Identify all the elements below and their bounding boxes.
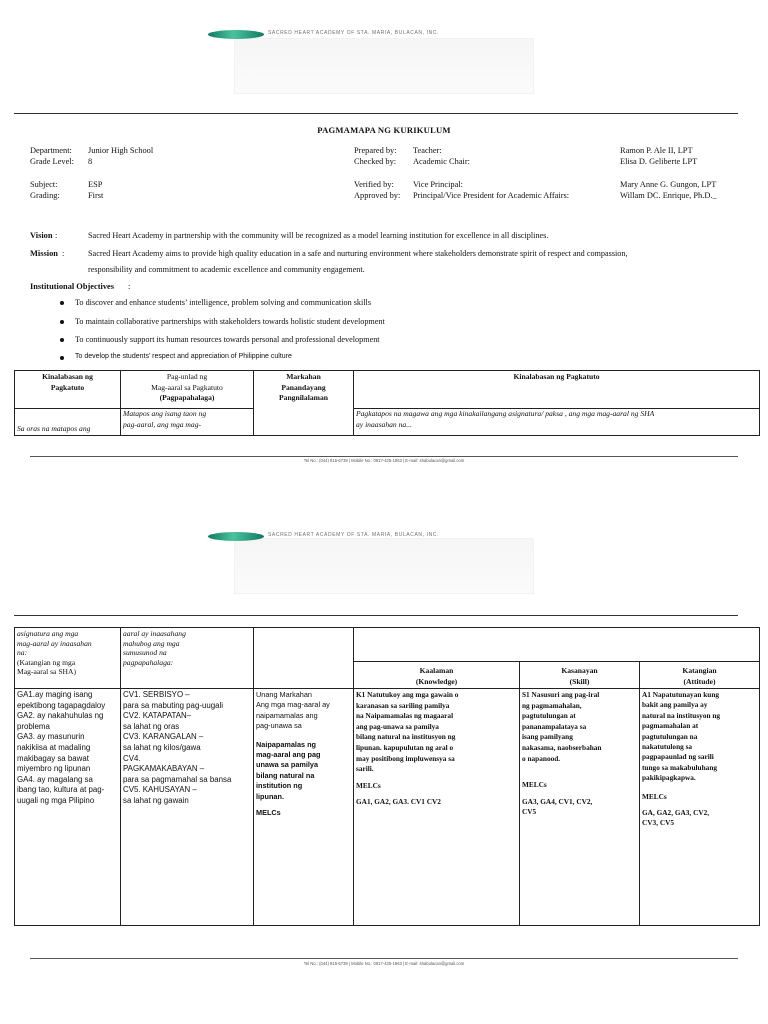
cell-text: GA1, GA2, GA3. CV1 CV2 (356, 797, 441, 807)
cell-text: unawa sa pamilya (256, 760, 319, 770)
list-item: problema (17, 721, 50, 731)
list-item: CV5. KAHUSAYAN – (123, 785, 197, 795)
cell-text: tungo sa makabuluhang (642, 762, 718, 772)
list-item: CV4. (123, 753, 141, 763)
header-cell-attitude (640, 662, 760, 689)
cell-text: lipunan. (256, 791, 284, 801)
table-cell (121, 409, 254, 436)
table-cell-core-values (121, 689, 254, 926)
school-seal-icon (208, 532, 264, 541)
cell-text: bakit ang pamilya ay (642, 700, 708, 710)
letterhead-watermark (234, 38, 534, 94)
header-rule (14, 113, 738, 114)
cell-text: Ang mga mag-aaral ay (256, 700, 330, 710)
cell-text: mag-aaral ay inaasahan (17, 638, 92, 648)
approved-role: Principal/Vice President for Academic Affairs: (413, 191, 570, 200)
approved-name: Willam DC. Enrique, Ph.D._ (620, 191, 717, 200)
header-cell-quarter-standard (254, 371, 354, 436)
header-text: Panandayang (281, 382, 326, 392)
header-text: Kasanayan (561, 666, 598, 675)
cell-text: CV5 (522, 807, 537, 817)
header-text: Pagkatuto (50, 382, 85, 392)
header-cell-learning-outcomes (354, 371, 760, 409)
table-cell-attitude (640, 689, 760, 926)
cell-text: lipunan. kapupulutan ng aral o (356, 742, 454, 752)
cell-text: sarili. (356, 764, 374, 774)
cell-text: GA, GA2, GA3, CV2, (642, 808, 710, 818)
cell-text: sumusunod na (123, 648, 167, 658)
list-item: CV3. KARANGALAN – (123, 732, 204, 742)
prepared-role: Teacher: (413, 146, 442, 155)
cell-text: Pagkatapos na magawa ang mga kinakailangang asignatura/ paksa , ang mga mag-aaral ng SHA (356, 409, 655, 418)
vision-label: Vision (30, 231, 53, 240)
table-cell (254, 628, 354, 689)
cell-text: may positibong impluwensya sa (356, 753, 455, 763)
cell-text: K1 Natutukoy ang mga gawain o (356, 690, 459, 699)
header-rule (14, 615, 738, 616)
list-item: ibang tao, kultura at pag- (17, 785, 105, 795)
list-item: sa lahat ng gawain (123, 795, 189, 805)
checked-name: Elisa D. Geliberte LPT (620, 157, 698, 166)
bullet-icon (60, 338, 64, 342)
list-item: sa lahat ng kilos/gawa (123, 742, 201, 752)
footer-rule (30, 456, 738, 457)
objective-item-4: To develop the students’ respect and appreciation of Philippine culture (75, 353, 292, 360)
footer-contact: Tel No.: (044) 815-6739 | Mobile No.: 0917-425-1963 | E-mail: shabulacan@gmail.com (303, 458, 465, 463)
cell-text: pagpapahalaga: (123, 657, 174, 667)
cell-text: pagtutulungan at (522, 711, 576, 721)
letterhead-school-name: SACRED HEART ACADEMY OF STA. MARIA, BULACAN, INC. (268, 30, 440, 36)
table-cell-quarter-standard (254, 689, 354, 926)
list-item: CV2. KATAPATAN– (123, 711, 192, 721)
checked-role: Academic Chair: (413, 157, 470, 166)
cell-text: nakasama, naobserbahan (522, 742, 602, 752)
cell-text: (Katangian ng mga (17, 657, 76, 667)
cell-text: mahubog ang mga (123, 638, 180, 648)
cell-text: asignatura ang mga (17, 629, 79, 638)
objectives-colon: : (128, 282, 131, 291)
cell-text: bilang natural na institusyon ng (356, 732, 456, 742)
table-cell-knowledge (354, 689, 520, 926)
list-item: sa lahat ng oras (123, 721, 180, 731)
footer-rule (30, 958, 738, 959)
list-item: makibagay sa bawat (17, 753, 89, 763)
approved-label: Approved by: (354, 191, 401, 200)
header-cell-learning-outcome (15, 371, 121, 409)
mission-label: Mission (30, 249, 58, 258)
mission-colon: : (62, 249, 65, 258)
prepared-label: Prepared by: (354, 146, 397, 155)
cell-text: isang pamilyang (522, 732, 573, 742)
table-cell (15, 409, 121, 436)
cell-text: pag-unawa sa (256, 721, 302, 731)
list-item: CV1. SERBISYO – (123, 690, 190, 699)
mission-text-line-1: Sacred Heart Academy aims to provide high quality education in a safe and nurturing environment where stakeholders demonstrate spirit of respect and compassion, (88, 249, 628, 258)
header-text: Mag-aaral sa Pagkatuto (151, 382, 223, 392)
grading-label: Grading: (30, 191, 60, 200)
vision-colon: : (55, 231, 58, 240)
cell-text: S1 Nasusuri ang pag-iral (522, 690, 600, 699)
cell-text: ay inaasahan na... (356, 419, 412, 429)
department-value: Junior High School (88, 146, 154, 155)
cell-text: CV3, CV5 (642, 818, 675, 828)
header-text: Kinalabasan ng Pagkatuto (513, 372, 600, 381)
prepared-name: Ramon P. Ale II, LPT (620, 146, 693, 155)
header-text: (Knowledge) (415, 676, 458, 686)
objective-item-3: To continuously support its human resources towards personal and professional development (75, 335, 380, 344)
header-text: (Pagpapahalaga) (159, 393, 215, 402)
letterhead-school-name: SACRED HEART ACADEMY OF STA. MARIA, BULACAN, INC. (268, 532, 440, 538)
list-item: para sa mabuting pag-uugali (123, 700, 224, 710)
melcs-label: MELCs (356, 780, 381, 790)
table-cell-skill (520, 689, 640, 926)
cell-text: GA3, GA4, CV1, CV2, (522, 796, 593, 806)
cell-text: ng pagmamahalan, (522, 700, 582, 710)
list-item: GA2. ay nakahuhulas ng (17, 711, 104, 721)
cell-text: ang pag-unawa sa pamilya (356, 721, 439, 731)
table-cell-graduate-attributes-intro (15, 628, 121, 689)
melcs-label: MELCs (256, 808, 281, 818)
footer-contact: Tel No.: (044) 815-6739 | Mobile No.: 0917-425-1963 | E-mail: shabulacan@gmail.com (303, 961, 465, 966)
bullet-icon (60, 356, 64, 360)
verified-label: Verified by: (354, 180, 394, 189)
cell-text: pagtutulungan na (642, 731, 698, 741)
cell-text: institution ng (256, 781, 303, 791)
melcs-label: MELCs (642, 791, 667, 801)
bullet-icon (60, 301, 64, 305)
cell-text: naipamamalas ang (256, 710, 318, 720)
document-page-1 (0, 0, 768, 500)
header-cell-skill (520, 662, 640, 689)
header-cell-knowledge (354, 662, 520, 689)
objective-item-2: To maintain collaborative partnerships with stakeholders towards holistic student development (75, 317, 385, 326)
header-text: Kinalabasan ng (42, 372, 93, 381)
subject-value: ESP (88, 180, 103, 189)
cell-text: mag-aaral ang pag (256, 750, 321, 760)
grade-label: Grade Level: (30, 157, 74, 166)
melcs-label: MELCs (522, 780, 547, 790)
curriculum-table (14, 627, 760, 926)
subject-label: Subject: (30, 180, 58, 189)
cell-text: nakatutulong sa (642, 742, 693, 752)
header-text: Kaalaman (419, 666, 454, 675)
cell-text: aaral ay inaasahang (123, 629, 186, 638)
list-item: GA3. ay masunurin (17, 732, 85, 742)
mission-text-line-2: responsibility and commitment to academic excellence and community engagement. (88, 265, 365, 274)
cell-text: A1 Napatutunayan kung (642, 690, 720, 699)
cell-text: Mag-aaral sa SHA) (17, 667, 77, 677)
header-text: Katangian (682, 666, 717, 675)
cell-text: Unang Markahan (256, 690, 312, 699)
document-title: PAGMAMAPA NG KURIKULUM (317, 125, 451, 135)
cell-text: karanasan sa sariling pamilya (356, 700, 450, 710)
cell-text: Sa oras na matapos ang (17, 423, 91, 433)
cell-text: pagpapaunlad ng sarili (642, 752, 714, 762)
header-cell-student-development (121, 371, 254, 409)
list-item: uugali ng mga Pilipino (17, 795, 95, 805)
list-item: GA4. ay magalang sa (17, 774, 93, 784)
list-item: epektibong tagapagdaloy (17, 700, 106, 710)
header-text: Markahan (286, 372, 321, 381)
header-text: Pangnilalaman (279, 393, 328, 402)
document-page-2 (0, 500, 768, 1024)
cell-text: pagmamahalan at (642, 721, 699, 731)
table-cell-core-values-intro (121, 628, 254, 689)
table-cell-graduate-attributes (15, 689, 121, 926)
bullet-icon (60, 320, 64, 324)
letterhead-watermark (234, 538, 534, 594)
list-item: PAGKAMAKABAYAN – (123, 764, 205, 774)
cell-text: Naipapamalas ng (256, 739, 317, 749)
cell-text: Matapos ang isang taon ng (123, 409, 207, 418)
cell-text: natural na institusyon ng (642, 710, 721, 720)
header-text: Pag-unlad ng (166, 372, 208, 381)
cell-text: o napanood. (522, 753, 561, 763)
vision-text: Sacred Heart Academy in partnership with the community will be recognized as a model learning institution for excellence in all disciplines. (88, 231, 549, 240)
grade-value: 8 (88, 157, 93, 166)
grading-value: First (88, 191, 104, 200)
header-text: (Attitude) (683, 676, 716, 686)
verified-name: Mary Anne G. Gungon, LPT (620, 180, 717, 189)
cell-text: pakikipagkapwa. (642, 773, 696, 783)
department-label: Department: (30, 146, 72, 155)
curriculum-table-header (14, 370, 760, 436)
cell-text: na: (17, 648, 28, 658)
table-cell (354, 409, 760, 436)
header-text: (Skill) (569, 676, 590, 686)
list-item: nakikiisa at madaling (17, 742, 91, 752)
school-seal-icon (208, 30, 264, 39)
cell-text: bilang natural na (256, 770, 315, 780)
cell-text: pananampalataya sa (522, 721, 587, 731)
table-cell (354, 628, 760, 662)
list-item: para sa pagmamahal sa bansa (123, 774, 232, 784)
list-item: miyembro ng lipunan (17, 764, 91, 774)
objectives-label: Institutional Objectives (30, 282, 114, 291)
list-item: GA1.ay maging isang (17, 690, 93, 699)
cell-text: na Naipamamalas ng magaaral (356, 711, 454, 721)
objective-item-1: To discover and enhance students’ intelligence, problem solving and communication skills (75, 298, 371, 307)
cell-text: pag-aaral, ang mga mag- (123, 419, 202, 429)
verified-role: Vice Principal: (413, 180, 463, 189)
checked-label: Checked by: (354, 157, 397, 166)
